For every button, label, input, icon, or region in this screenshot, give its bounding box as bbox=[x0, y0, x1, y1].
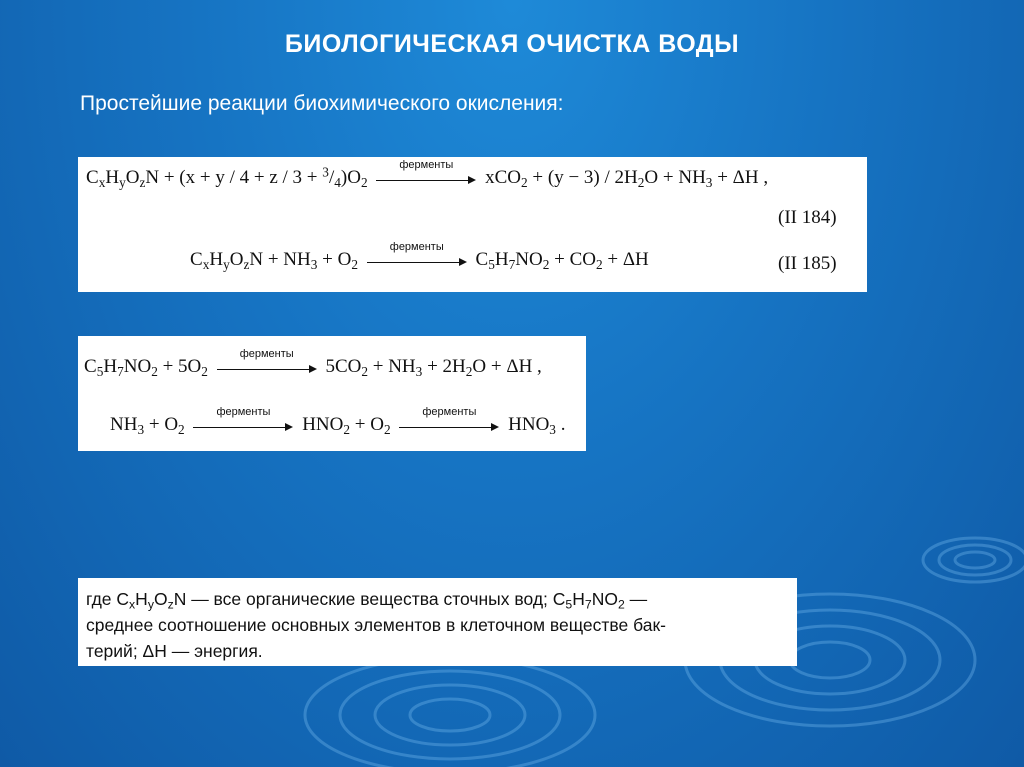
equation-185: $C_xH_yO_zN + NH_3 + O_2$ ферменты $C_5H_7NO_2 + CO_2 + \Delta H$ bbox=[190, 240, 649, 272]
equation-number-185: (II 185) bbox=[778, 253, 837, 274]
reaction-arrow: ферменты bbox=[193, 419, 293, 433]
reaction-arrow: ферменты bbox=[376, 172, 476, 186]
equation-number-184: (II 184) bbox=[778, 207, 837, 228]
legend-text: где $C_xH_yO_zN$ — все органические вещества сточных вод; $C_5H_7NO_2$ — среднее соотношение основных элементов в клеточном веществе бак- терий; ΔH — энергия. bbox=[86, 589, 666, 661]
reaction-arrow: ферменты bbox=[399, 419, 499, 433]
reaction-arrow: ферменты bbox=[217, 361, 317, 375]
equation-panel-2 bbox=[78, 336, 586, 451]
slide-title: БИОЛОГИЧЕСКАЯ ОЧИСТКА ВОДЫ bbox=[284, 30, 740, 58]
reaction-arrow: ферменты bbox=[367, 254, 467, 268]
legend-panel bbox=[78, 578, 797, 666]
equation-panel-1 bbox=[78, 157, 867, 292]
equation-184: $C_xH_yO_zN + (x + y / 4 + z / 3 + ^3/_4)O_2$ ферменты $xCO_2 + (y - 3) / 2H_2O + NH_3 + \Delta H$ , bbox=[86, 158, 769, 190]
equation-nitrification: $NH_3 + O_2$ ферменты $HNO_2 + O_2$ ферменты $HNO_3$ . bbox=[110, 405, 566, 437]
equation-cell-oxidation: $C_5H_7NO_2 + 5O_2$ ферменты $5CO_2 + NH_3 + 2H_2O + \Delta H$ , bbox=[84, 347, 542, 379]
slide-subtitle: Простейшие реакции биохимического окисления: bbox=[80, 92, 564, 115]
